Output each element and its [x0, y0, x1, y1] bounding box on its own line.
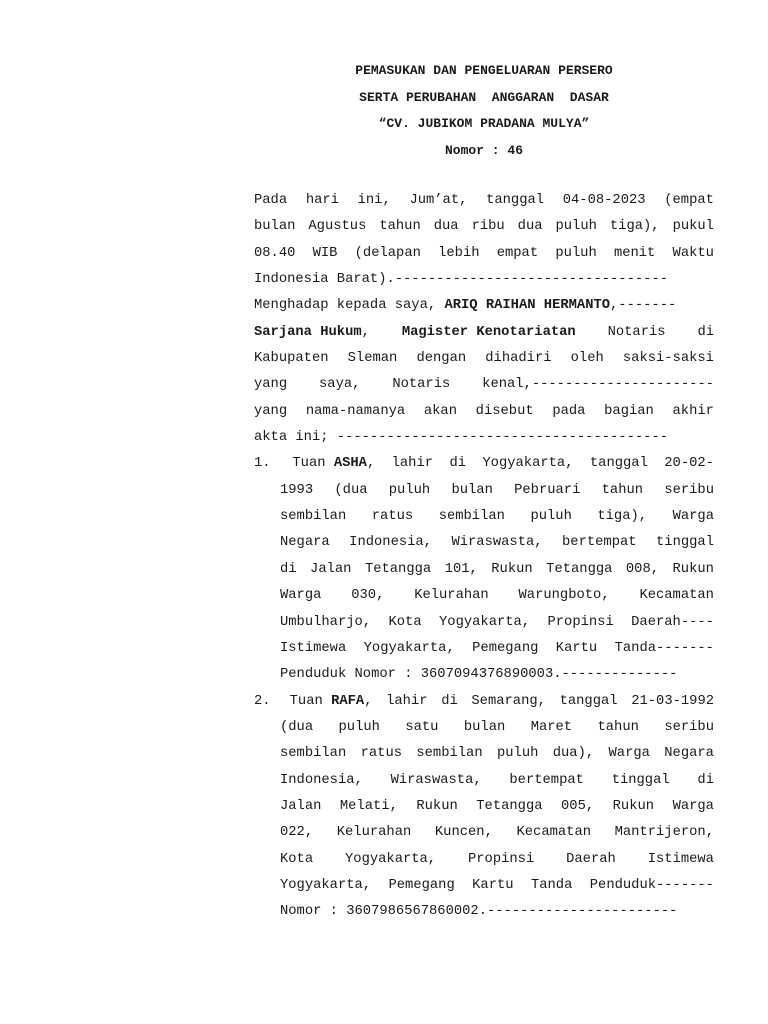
word: Kecamatan: [516, 825, 591, 841]
text-line: [280, 478, 714, 504]
word: Daerah----: [631, 614, 714, 630]
word: puluh: [555, 219, 597, 235]
word: di: [449, 456, 466, 472]
word: ratus: [360, 746, 403, 762]
word: Pemegang: [388, 877, 455, 893]
word: tahun: [379, 219, 421, 235]
word: Tuan: [289, 693, 332, 709]
word: tahun: [597, 719, 639, 735]
word: oleh: [570, 351, 604, 367]
word: Kota: [388, 614, 422, 630]
word: sembilan: [280, 746, 347, 762]
word: Negara: [280, 535, 330, 551]
word: di: [697, 324, 714, 340]
word: seribu: [664, 719, 714, 735]
word: bulan: [463, 719, 506, 735]
word: Propinsi: [547, 614, 614, 630]
text-line: [280, 873, 714, 899]
person-name: RAFA: [331, 693, 365, 709]
word: bertempat: [509, 772, 584, 788]
word: Maret: [530, 719, 573, 735]
word: puluh: [555, 245, 597, 261]
word: Rukun: [672, 561, 714, 577]
word: puluh: [530, 509, 572, 525]
word: Penduduk-------: [589, 877, 714, 893]
word: Daerah: [566, 851, 616, 867]
word: Melati,: [339, 798, 398, 814]
text-line: [280, 820, 714, 846]
word: Pebruari: [514, 482, 581, 498]
word: ini,: [357, 193, 391, 208]
word: hari: [305, 193, 339, 208]
person-name: ASHA: [333, 456, 367, 472]
word: Kecamatan: [639, 588, 714, 604]
word: kenal,----------------------: [482, 377, 714, 393]
word: tinggal: [656, 535, 714, 551]
word: 022,: [280, 825, 314, 841]
word: 21-03-1992: [631, 693, 714, 709]
word: Notaris: [607, 324, 666, 340]
text-line: [280, 794, 714, 820]
text-line: [280, 899, 714, 925]
text-line: [280, 636, 714, 662]
word: Kota: [280, 851, 314, 867]
word: Umbulharjo,: [280, 614, 372, 630]
word: Yogyakarta,: [280, 877, 372, 893]
word: Yogyakarta,: [482, 456, 574, 472]
id-number-line: Nomor : 3607986567860002.-----------------------: [280, 904, 678, 920]
word: yang: [254, 377, 288, 393]
word: Warungboto,: [518, 588, 610, 604]
word: puluh: [496, 746, 539, 762]
word: Istimewa: [280, 640, 347, 656]
word: lebih: [438, 245, 480, 261]
word: pukul: [672, 219, 714, 235]
word: Indonesia,: [280, 772, 363, 788]
word: Yogyakarta,: [363, 640, 455, 656]
word: empat: [496, 245, 539, 261]
word: 101,: [444, 561, 478, 577]
word: Negara: [664, 746, 714, 762]
word: bulan: [451, 482, 493, 498]
word: ratus: [371, 509, 414, 525]
word: satu: [405, 719, 439, 735]
title-line-2: SERTA PERUBAHAN ANGGARAN DASAR: [359, 89, 609, 105]
word: Waktu: [672, 245, 714, 261]
word: Kelurahan: [414, 588, 489, 604]
word: Indonesia,: [349, 535, 432, 551]
word: puluh: [338, 719, 380, 735]
title-line-3: “CV. JUBIKOM PRADANA MULYA”: [378, 116, 590, 131]
line-text: Indonesia Barat).---------------------------------: [254, 272, 668, 288]
separator: ,: [361, 324, 370, 340]
word: Kelurahan: [336, 825, 412, 841]
word: tahun: [601, 482, 644, 498]
word: puluh: [388, 482, 431, 498]
text-line: [280, 715, 714, 741]
word: di: [441, 693, 458, 709]
word: Jalan: [310, 561, 352, 577]
word: dua),: [552, 746, 595, 762]
word: Tetangga: [546, 561, 613, 577]
word: Rukun: [612, 798, 655, 814]
word: di: [697, 772, 714, 788]
word: disebut: [475, 403, 534, 419]
notary-name: ARIQ RAIHAN HERMANTO: [444, 298, 611, 314]
text-line: [254, 188, 714, 214]
text-line: [254, 425, 714, 451]
word: sembilan: [416, 746, 483, 762]
title-line-1: PEMASUKAN DAN PENGELUARAN PERSERO: [355, 63, 613, 78]
list-item-first-line: 1. Tuan ASHA, lahir di Yogyakarta, tanggal 20-02-: [254, 451, 714, 477]
list-number: 1.: [254, 456, 271, 472]
word: tanggal: [486, 193, 545, 208]
word: saksi-saksi: [622, 351, 714, 367]
word: Wiraswasta,: [451, 535, 543, 551]
word: menit: [613, 245, 656, 261]
word: 1993: [280, 482, 314, 498]
text-line: [280, 557, 714, 583]
word: Rukun: [416, 798, 458, 814]
word: tiga),: [597, 509, 648, 525]
word: Pada: [254, 193, 288, 208]
deed-title: [254, 58, 714, 164]
word: sembilan: [280, 509, 347, 525]
word: Rukun: [491, 561, 533, 577]
text-line: [280, 610, 714, 636]
text-line: [254, 320, 714, 346]
word: bagian: [604, 403, 654, 419]
word: Propinsi: [467, 851, 535, 867]
deed-date: 04-08-2023: [562, 193, 646, 208]
text-line: [254, 293, 714, 319]
text-line: [280, 662, 714, 688]
word: Kuncen,: [434, 825, 493, 841]
notary-title: Magister Kenotariatan: [401, 324, 576, 340]
text-line: [280, 583, 714, 609]
word: lahir: [391, 456, 434, 472]
word: dua: [433, 219, 459, 235]
word: 008,: [625, 561, 660, 577]
word: Warga: [672, 509, 714, 525]
text-line: [280, 504, 714, 530]
word: Kartu: [472, 877, 514, 893]
word: Warga: [280, 588, 322, 604]
word: 20-02-: [664, 456, 714, 472]
word: akhir: [672, 403, 714, 419]
word: 005,: [561, 798, 595, 814]
word: di: [280, 561, 297, 577]
word: seribu: [664, 482, 714, 498]
word: tanggal: [589, 456, 648, 472]
word: Mantrijeron,: [614, 825, 714, 841]
text-line: [254, 267, 714, 293]
word: Tanda-------: [614, 640, 714, 656]
word: ribu: [471, 219, 505, 235]
text-line: [280, 741, 714, 767]
word: sembilan: [438, 509, 505, 525]
id-number-line: Penduduk Nomor : 3607094376890003.--------------: [280, 667, 678, 683]
list-number: 2.: [254, 693, 271, 709]
text-line: [280, 847, 714, 873]
text-line: [254, 214, 714, 240]
text-line: [254, 399, 714, 425]
line-text: ,-------: [610, 298, 677, 314]
text-line: [254, 372, 714, 398]
word: Pemegang: [472, 640, 539, 656]
word: 030,: [351, 588, 385, 604]
word: Tanda: [530, 877, 573, 893]
text-line: [280, 768, 714, 794]
notary-title: Sarjana Hukum: [254, 324, 362, 340]
text-line: [254, 241, 714, 267]
word: bulan: [254, 219, 296, 235]
word: Istimewa: [647, 851, 714, 867]
word: Warga: [672, 798, 714, 814]
line-text: akta ini; ----------------------------------------: [254, 430, 668, 446]
word: Yogyakarta,: [439, 614, 531, 630]
word: yang: [254, 403, 288, 419]
word: WIB: [312, 245, 338, 261]
deed-number: Nomor : 46: [444, 142, 523, 158]
word: (dua: [334, 482, 368, 498]
word: tiga),: [609, 219, 660, 235]
word: Kartu: [555, 640, 598, 656]
word: (delapan: [354, 245, 421, 261]
word: dengan: [416, 351, 467, 367]
deed-time: 08.40: [254, 245, 296, 261]
word: tanggal: [559, 693, 618, 709]
deed-body: [254, 188, 714, 926]
text-line: [254, 346, 714, 372]
word: tinggal: [611, 772, 670, 788]
word: Kabupaten: [254, 351, 329, 367]
word: Jalan: [280, 798, 322, 814]
word: lahir: [386, 693, 428, 709]
word: nama-namanya: [305, 403, 406, 419]
word: dihadiri: [485, 351, 552, 367]
word: Jum’at,: [409, 193, 468, 208]
word: Agustus: [308, 219, 367, 235]
word: Tetangga: [364, 561, 432, 577]
word: (dua: [280, 719, 314, 735]
word: bertempat: [562, 535, 637, 551]
word: pada: [552, 403, 586, 419]
word: Notaris: [392, 377, 451, 393]
word: Warga: [608, 746, 650, 762]
text-line: [280, 530, 714, 556]
word: Sleman: [347, 351, 398, 367]
word: saya,: [319, 377, 361, 393]
word: dua: [517, 219, 543, 235]
word: Wiraswasta,: [390, 772, 482, 788]
word: Tetangga: [476, 798, 543, 814]
word: akan: [423, 403, 457, 419]
word: (empat: [664, 193, 714, 208]
word: Semarang,: [471, 693, 546, 709]
word: Yogyakarta,: [345, 851, 437, 867]
word: Tuan: [292, 456, 334, 472]
line-text: Menghadap kepada saya,: [254, 298, 445, 314]
list-item-first-line: 2. Tuan RAFA, lahir di Semarang, tanggal 21-03-1992: [254, 689, 714, 715]
